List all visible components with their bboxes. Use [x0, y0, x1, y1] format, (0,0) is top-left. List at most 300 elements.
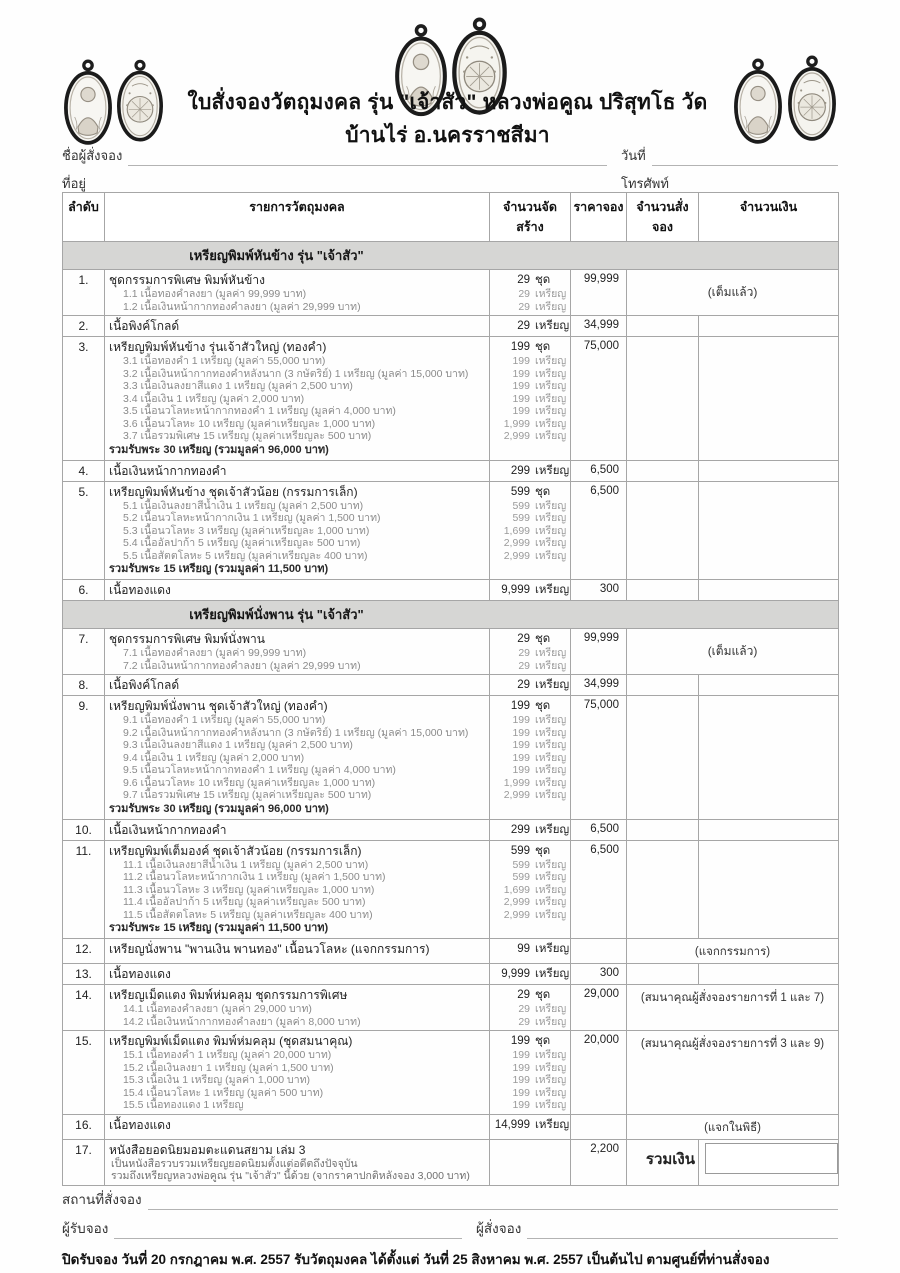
qty-number: 14,999: [494, 1118, 530, 1131]
qty-unit: เหรียญ: [535, 320, 570, 332]
table-row: [63, 675, 839, 696]
item-title: เหรียญเม็ดแตง พิมพ์ห่มคลุม ชุดกรรมการพิเศษ: [109, 988, 348, 1002]
date-line: [652, 150, 838, 166]
qty-line: [492, 463, 568, 479]
qty-cell: [490, 1031, 571, 1115]
price-cell: 6,500: [571, 819, 627, 840]
qty-line: [492, 500, 568, 513]
row-number-cell: 12.: [63, 939, 105, 964]
qty-cell: [490, 696, 571, 820]
qty-number: 1,999: [503, 417, 530, 430]
qty-cell: [490, 939, 571, 964]
orderer-sign-label: ผู้สั่งจอง: [476, 1221, 522, 1236]
qty-number: 599: [512, 871, 530, 883]
qty-line: [492, 777, 568, 790]
item-subline: 15.4 เนื้อนวโลหะ 1 เหรียญ (มูลค่า 500 บาท): [123, 1086, 324, 1099]
qty-unit: ชุด: [535, 274, 551, 286]
row-number-cell: 9.: [63, 696, 105, 820]
qty-unit: เหรียญ: [535, 499, 567, 512]
table-body: [63, 242, 839, 1186]
amulet-medal-front-icon: [733, 56, 783, 146]
qty-number: 599: [512, 858, 530, 871]
item-cell: [105, 580, 490, 601]
qty-unit: ชุด: [535, 633, 551, 645]
qty-number: 199: [510, 341, 530, 353]
qty-cell: [490, 1114, 571, 1139]
order-qty-cell: [627, 460, 699, 481]
qty-line: [492, 822, 568, 838]
item-cell: [105, 337, 490, 461]
item-subline: 3.5 เนื้อนวโลหะหน้ากากทองคำ 1 เหรียญ (มูลค่า 4,000 บาท): [123, 405, 396, 417]
receiver-label: ผู้รับจอง: [62, 1221, 109, 1236]
qty-line: [492, 512, 568, 525]
item-subline: 5.5 เนื้อสัตตโลหะ 5 เหรียญ (มูลค่าเหรียญละ 400 บาท): [123, 549, 368, 562]
item-subline: เป็นหนังสือรวบรวมเหรียญยอดนิยมตั้งแต่อดีตถึงปัจจุบัน: [111, 1157, 358, 1170]
qty-number: 199: [512, 1086, 530, 1099]
item-cell: [105, 629, 490, 675]
qty-line: [492, 1099, 568, 1112]
item-subline: 14.1 เนื้อทองคำลงยา (มูลค่า 29,000 บาท): [123, 1003, 312, 1015]
price-cell: [571, 1114, 627, 1139]
table-row: [63, 840, 839, 939]
qty-line: [492, 764, 568, 777]
qty-cell: [490, 675, 571, 696]
qty-unit: ชุด: [535, 700, 551, 712]
column-header: ราคาจอง: [571, 193, 627, 242]
qty-line: [492, 631, 568, 647]
order-qty-cell: [627, 580, 699, 601]
orderer-name-line: [128, 150, 607, 166]
item-total-line: รวมรับพระ 15 เหรียญ (รวมมูลค่า 11,500 บาท): [109, 563, 329, 575]
qty-number: 9,999: [501, 968, 530, 980]
qty-line: [492, 647, 568, 660]
row-number-cell: 10.: [63, 819, 105, 840]
row-number-cell: 17.: [63, 1139, 105, 1185]
item-subline: 15.5 เนื้อทองแดง 1 เหรียญ: [123, 1099, 244, 1111]
qty-number: 29: [518, 288, 530, 300]
item-title: เนื้อพิงค์โกลด์: [109, 319, 180, 333]
qty-line: [492, 859, 568, 872]
qty-number: 1,999: [503, 776, 530, 789]
qty-unit: เหรียญ: [535, 883, 567, 896]
item-subline: 5.3 เนื้อนวโลหะ 3 เหรียญ (มูลค่าเหรียญละ 1,000 บาท): [123, 524, 370, 537]
note-cell: (แจกในพิธี): [627, 1114, 839, 1139]
table-row: [63, 481, 839, 580]
qty-number: 199: [512, 1099, 530, 1111]
qty-number: 199: [512, 726, 530, 739]
table-row: [63, 964, 839, 985]
qty-number: 199: [512, 355, 530, 367]
item-cell: [105, 985, 490, 1031]
qty-number: 2,999: [503, 789, 530, 801]
qty-line: [492, 1117, 568, 1133]
qty-line: [492, 368, 568, 381]
qty-number: 199: [512, 739, 530, 751]
amount-cell: [699, 675, 839, 696]
table-row: [63, 985, 839, 1031]
qty-number: 2,999: [503, 549, 530, 562]
qty-unit: เหรียญ: [535, 871, 567, 883]
qty-unit: เหรียญ: [535, 288, 567, 300]
item-subline: 9.2 เนื้อเงินหน้ากากทองคำหลังนาก (3 กษัตริย์) 1 เหรียญ (มูลค่า 15,000 บาท): [123, 726, 469, 739]
item-title: เนื้อพิงค์โกลด์: [109, 678, 180, 692]
row-number-cell: 16.: [63, 1114, 105, 1139]
qty-cell: [490, 580, 571, 601]
section-cell: [63, 601, 839, 629]
qty-unit: เหรียญ: [535, 751, 567, 764]
qty-unit: เหรียญ: [535, 537, 567, 549]
amount-cell: [699, 819, 839, 840]
table-row: [63, 939, 839, 964]
qty-unit: ชุด: [535, 341, 551, 353]
item-subline: 9.5 เนื้อนวโลหะหน้ากากทองคำ 1 เหรียญ (มูลค่า 4,000 บาท): [123, 764, 396, 776]
order-qty-cell: [627, 316, 699, 337]
qty-cell: [490, 270, 571, 316]
qty-line: [492, 727, 568, 740]
row-number-cell: 5.: [63, 481, 105, 580]
qty-unit: เหรียญ: [535, 1049, 567, 1061]
row-number-cell: 8.: [63, 675, 105, 696]
row-number-cell: 11.: [63, 840, 105, 939]
qty-cell: [490, 964, 571, 985]
qty-line: [492, 1049, 568, 1062]
amount-cell: [699, 580, 839, 601]
qty-number: 599: [510, 844, 530, 857]
phone-label: โทรศัพท์: [621, 176, 669, 191]
item-subline: 9.1 เนื้อทองคำ 1 เหรียญ (มูลค่า 55,000 บาท): [123, 714, 326, 726]
qty-line: [492, 1003, 568, 1016]
qty-line: [492, 582, 568, 598]
qty-number: 199: [512, 405, 530, 417]
table-row: [63, 1031, 839, 1115]
qty-unit: เหรียญ: [535, 1061, 567, 1074]
section-cell: [63, 242, 839, 270]
qty-unit: เหรียญ: [535, 968, 570, 980]
item-subline: 1.2 เนื้อเงินหน้ากากทองคำลงยา (มูลค่า 29,999 บาท): [123, 300, 361, 313]
item-cell: [105, 1114, 490, 1139]
item-total-line: รวมรับพระ 30 เหรียญ (รวมมูลค่า 96,000 บาท): [109, 802, 329, 815]
qty-line: [492, 550, 568, 563]
qty-number: 9,999: [501, 584, 530, 596]
item-cell: [105, 270, 490, 316]
qty-number: 199: [512, 751, 530, 764]
item-title: ชุดกรรมการพิเศษ พิมพ์นั่งพาน: [109, 632, 265, 646]
item-subline: 3.6 เนื้อนวโลหะ 10 เหรียญ (มูลค่าเหรียญละ 1,000 บาท): [123, 417, 376, 430]
item-subline: 7.2 เนื้อเงินหน้ากากทองคำลงยา (มูลค่า 29,999 บาท): [123, 659, 361, 672]
qty-cell: [490, 819, 571, 840]
qty-unit: เหรียญ: [535, 943, 570, 955]
qty-unit: เหรียญ: [535, 405, 567, 417]
table-row: [63, 819, 839, 840]
qty-number: 199: [512, 714, 530, 726]
receiver-line: [114, 1223, 462, 1239]
item-cell: [105, 1031, 490, 1115]
qty-number: 199: [510, 700, 530, 712]
qty-number: 299: [510, 464, 530, 477]
qty-line: [492, 380, 568, 393]
row-number-cell: 14.: [63, 985, 105, 1031]
column-header: จำนวนสั่งจอง: [627, 193, 699, 242]
qty-number: 29: [518, 647, 530, 659]
item-title: เนื้อทองแดง: [109, 1117, 171, 1132]
table-row: [63, 316, 839, 337]
qty-unit: เหรียญ: [535, 789, 567, 801]
qty-line: [492, 525, 568, 538]
item-subline: 9.4 เนื้อเงิน 1 เหรียญ (มูลค่า 2,000 บาท): [123, 751, 305, 764]
item-title: เหรียญพิมพ์เม็ดแตง พิมพ์ห่มคลุม (ชุดสมนาคุณ): [109, 1034, 353, 1048]
order-place-line: [148, 1194, 838, 1210]
column-header: ลำดับ: [63, 193, 105, 242]
qty-unit: เหรียญ: [535, 776, 567, 789]
item-subline: 3.7 เนื้อรวมพิเศษ 15 เหรียญ (มูลค่าเหรียญละ 500 บาท): [123, 430, 372, 442]
item-subline: 1.1 เนื้อทองคำลงยา (มูลค่า 99,999 บาท): [123, 288, 307, 300]
amount-cell: [699, 316, 839, 337]
qty-unit: เหรียญ: [535, 679, 570, 691]
order-qty-cell: [627, 964, 699, 985]
qty-line: [492, 1062, 568, 1075]
qty-unit: เหรียญ: [535, 355, 567, 367]
item-cell: [105, 481, 490, 580]
qty-cell: [490, 481, 571, 580]
qty-line: [492, 714, 568, 727]
total-label: รวมเงิน: [645, 1150, 695, 1168]
amount-cell: [699, 964, 839, 985]
qty-unit: เหรียญ: [535, 858, 567, 871]
row-number-cell: 2.: [63, 316, 105, 337]
qty-number: 199: [512, 380, 530, 392]
qty-number: 29: [517, 274, 530, 286]
qty-unit: เหรียญ: [535, 584, 570, 596]
table-header-row: [63, 193, 839, 242]
qty-number: 29: [517, 989, 530, 1001]
qty-unit: เหรียญ: [535, 1099, 567, 1111]
order-qty-cell: [627, 675, 699, 696]
price-cell: 34,999: [571, 316, 627, 337]
item-subline: 14.2 เนื้อเงินหน้ากากทองคำลงยา (มูลค่า 8,000 บาท): [123, 1015, 361, 1028]
item-title: เหรียญพิมพ์นั่งพาน ชุดเจ้าสัวใหญ่ (ทองคำ): [109, 699, 328, 713]
price-cell: 20,000: [571, 1031, 627, 1115]
qty-unit: เหรียญ: [535, 367, 567, 380]
item-subline: รวมถึงเหรียญหลวงพ่อคูณ รุ่น "เจ้าสัว" นี้ด้วย (จากราคาปกติหลังจอง 3,000 บาท): [111, 1170, 470, 1182]
form-footer: [62, 1188, 838, 1270]
orderer-sign-line: [527, 1223, 838, 1239]
qty-unit: เหรียญ: [535, 908, 567, 921]
price-cell: 75,000: [571, 696, 627, 820]
qty-number: 29: [518, 1015, 530, 1028]
item-subline: 3.3 เนื้อเงินลงยาสีแดง 1 เหรียญ (มูลค่า 2,500 บาท): [123, 380, 353, 392]
qty-number: 2,999: [503, 537, 530, 549]
item-total-line: รวมรับพระ 30 เหรียญ (รวมมูลค่า 96,000 บาท): [109, 443, 329, 456]
amount-cell: [699, 481, 839, 580]
item-title: ชุดกรรมการพิเศษ พิมพ์หันข้าง: [109, 273, 265, 287]
price-cell: 2,200: [571, 1139, 627, 1185]
qty-unit: เหรียญ: [535, 1003, 567, 1015]
table-row: [63, 629, 839, 675]
qty-number: 29: [518, 1003, 530, 1015]
qty-number: 299: [510, 823, 530, 836]
item-total-line: รวมรับพระ 15 เหรียญ (รวมมูลค่า 11,500 บาท): [109, 922, 329, 934]
item-subline: 15.1 เนื้อทองคำ 1 เหรียญ (มูลค่า 20,000 บาท): [123, 1049, 332, 1061]
qty-unit: เหรียญ: [535, 823, 570, 836]
order-qty-cell: [627, 819, 699, 840]
note-cell: (สมนาคุณผู้สั่งจองรายการที่ 3 และ 9): [627, 1031, 839, 1115]
page-title: ใบสั่งจองวัตถุมงคล รุ่น "เจ้าสัว" หลวงพ่อคูณ ปริสุทโธ วัดบ้านไร่ อ.นครราชสีมา: [187, 91, 708, 147]
row-number-cell: 4.: [63, 460, 105, 481]
section-row: [63, 242, 839, 270]
total-row: [646, 1143, 838, 1174]
order-qty-cell: [627, 840, 699, 939]
item-subline: 3.1 เนื้อทองคำ 1 เหรียญ (มูลค่า 55,000 บาท): [123, 355, 326, 367]
qty-number: 199: [512, 392, 530, 405]
note-cell: (เต็มแล้ว): [627, 629, 839, 675]
qty-number: 599: [510, 485, 530, 498]
amount-cell: [699, 840, 839, 939]
qty-line: [492, 909, 568, 922]
note-cell: (แจกกรรมการ): [627, 939, 839, 964]
item-title: เหรียญพิมพ์หันข้าง ชุดเจ้าสัวน้อย (กรรมการเล็ก): [109, 484, 358, 499]
qty-line: [492, 537, 568, 550]
qty-number: 199: [512, 764, 530, 776]
item-title: เหรียญพิมพ์เต็มองค์ ชุดเจ้าสัวน้อย (กรรมการเล็ก): [109, 843, 362, 858]
item-subline: 3.2 เนื้อเงินหน้ากากทองคำหลังนาก (3 กษัตริย์) 1 เหรียญ (มูลค่า 15,000 บาท): [123, 367, 469, 380]
order-table: [62, 192, 839, 1186]
qty-number: 29: [517, 679, 530, 691]
qty-line: [492, 966, 568, 982]
item-cell: [105, 939, 490, 964]
qty-unit: เหรียญ: [535, 1015, 567, 1028]
price-cell: 6,500: [571, 840, 627, 939]
item-title: เหรียญนั่งพาน "พานเงิน พานทอง" เนื้อนวโลหะ (แจกกรรมการ): [109, 942, 430, 956]
amount-cell: [699, 696, 839, 820]
section-row: [63, 601, 839, 629]
qty-cell: [490, 629, 571, 675]
item-cell: [105, 1139, 490, 1185]
qty-line: [492, 418, 568, 431]
qty-line: [492, 739, 568, 752]
price-cell: 6,500: [571, 481, 627, 580]
qty-unit: เหรียญ: [535, 896, 567, 908]
row-number-cell: 3.: [63, 337, 105, 461]
column-header: จำนวนเงิน: [699, 193, 839, 242]
amount-cell: [699, 460, 839, 481]
qty-number: 199: [512, 1049, 530, 1061]
row-number-cell: 6.: [63, 580, 105, 601]
qty-line: [492, 405, 568, 418]
amulet-medal-front-icon: [63, 56, 113, 148]
qty-line: [492, 272, 568, 288]
qty-line: [492, 1074, 568, 1087]
qty-number: 29: [518, 300, 530, 313]
item-title: เนื้อทองแดง: [109, 583, 171, 597]
row-number-cell: 15.: [63, 1031, 105, 1115]
item-subline: 5.4 เนื้ออัลปาก้า 5 เหรียญ (มูลค่าเหรียญละ 500 บาท): [123, 537, 361, 549]
order-qty-cell: [627, 481, 699, 580]
qty-unit: ชุด: [535, 1035, 551, 1047]
qty-cell: [490, 337, 571, 461]
row-number-cell: 13.: [63, 964, 105, 985]
item-subline: 11.2 เนื้อนวโลหะหน้ากากเงิน 1 เหรียญ (มูลค่า 1,500 บาท): [123, 871, 386, 883]
price-cell: 75,000: [571, 337, 627, 461]
qty-line: [492, 1033, 568, 1049]
item-subline: 15.3 เนื้อเงิน 1 เหรียญ (มูลค่า 1,000 บาท): [123, 1074, 311, 1086]
qty-line: [492, 339, 568, 355]
order-place-label: สถานที่สั่งจอง: [62, 1192, 142, 1207]
item-subline: 11.1 เนื้อเงินลงยาสีน้ำเงิน 1 เหรียญ (มูลค่า 2,500 บาท): [123, 858, 369, 871]
qty-line: [492, 484, 568, 500]
price-cell: 6,500: [571, 460, 627, 481]
item-subline: 9.7 เนื้อรวมพิเศษ 15 เหรียญ (มูลค่าเหรียญละ 500 บาท): [123, 789, 372, 801]
qty-unit: เหรียญ: [535, 739, 567, 751]
qty-number: 29: [517, 320, 530, 332]
item-cell: [105, 460, 490, 481]
table-row: [63, 1114, 839, 1139]
column-header: รายการวัตถุมงคล: [105, 193, 490, 242]
qty-line: [492, 301, 568, 314]
qty-line: [492, 660, 568, 673]
qty-number: 199: [512, 1074, 530, 1086]
qty-unit: เหรียญ: [535, 764, 567, 776]
item-subline: 11.5 เนื้อสัตตโลหะ 5 เหรียญ (มูลค่าเหรียญละ 400 บาท): [123, 908, 373, 921]
qty-line: [492, 871, 568, 884]
qty-line: [492, 430, 568, 443]
qty-unit: เหรียญ: [535, 647, 567, 659]
total-amount-box: [705, 1143, 838, 1174]
order-qty-cell: [627, 696, 699, 820]
item-subline: 5.1 เนื้อเงินลงยาสีน้ำเงิน 1 เหรียญ (มูลค่า 2,500 บาท): [123, 499, 364, 512]
item-cell: [105, 964, 490, 985]
item-title: เนื้อทองแดง: [109, 967, 171, 981]
qty-line: [492, 1087, 568, 1100]
section-label: เหรียญพิมพ์นั่งพาน รุ่น "เจ้าสัว": [189, 607, 364, 622]
qty-line: [492, 789, 568, 802]
item-title: หนังสือยอดนิยมอมตะแดนสยาม เล่ม 3: [109, 1142, 306, 1157]
qty-unit: เหรียญ: [535, 300, 567, 313]
qty-unit: ชุด: [535, 485, 551, 498]
qty-number: 199: [512, 367, 530, 380]
note-cell: (สมนาคุณผู้สั่งจองรายการที่ 1 และ 7): [627, 985, 839, 1031]
price-cell: 300: [571, 580, 627, 601]
qty-unit: เหรียญ: [535, 512, 567, 524]
qty-line: [492, 752, 568, 765]
price-cell: [571, 939, 627, 964]
qty-number: 99: [517, 943, 530, 955]
qty-number: 29: [517, 633, 530, 645]
qty-unit: เหรียญ: [535, 430, 567, 442]
item-subline: 7.1 เนื้อทองคำลงยา (มูลค่า 99,999 บาท): [123, 647, 307, 659]
qty-cell: [490, 1139, 571, 1185]
qty-number: 29: [518, 659, 530, 672]
qty-cell: [490, 985, 571, 1031]
qty-unit: เหรียญ: [535, 417, 567, 430]
qty-line: [492, 896, 568, 909]
qty-cell: [490, 460, 571, 481]
closing-note: ปิดรับจอง วันที่ 20 กรกฎาคม พ.ศ. 2557 รับวัตถุมงคล ได้ตั้งแต่ วันที่ 25 สิงหาคม พ.ศ. 2557 เป็นต้นไป ตามศูนย์ที่ท่านสั่งจอง: [62, 1252, 770, 1267]
qty-unit: เหรียญ: [535, 726, 567, 739]
qty-unit: เหรียญ: [535, 1074, 567, 1086]
qty-line: [492, 843, 568, 859]
item-title: เหรียญพิมพ์หันข้าง รุ่นเจ้าสัวใหญ่ (ทองคำ): [109, 340, 327, 354]
qty-line: [492, 1016, 568, 1029]
qty-line: [492, 288, 568, 301]
price-cell: 29,000: [571, 985, 627, 1031]
section-label: เหรียญพิมพ์หันข้าง รุ่น "เจ้าสัว": [189, 248, 364, 263]
qty-line: [492, 941, 568, 957]
qty-unit: เหรียญ: [535, 549, 567, 562]
qty-cell: [490, 840, 571, 939]
qty-cell: [490, 316, 571, 337]
item-cell: [105, 819, 490, 840]
amulet-medal-back-icon: [116, 54, 164, 147]
